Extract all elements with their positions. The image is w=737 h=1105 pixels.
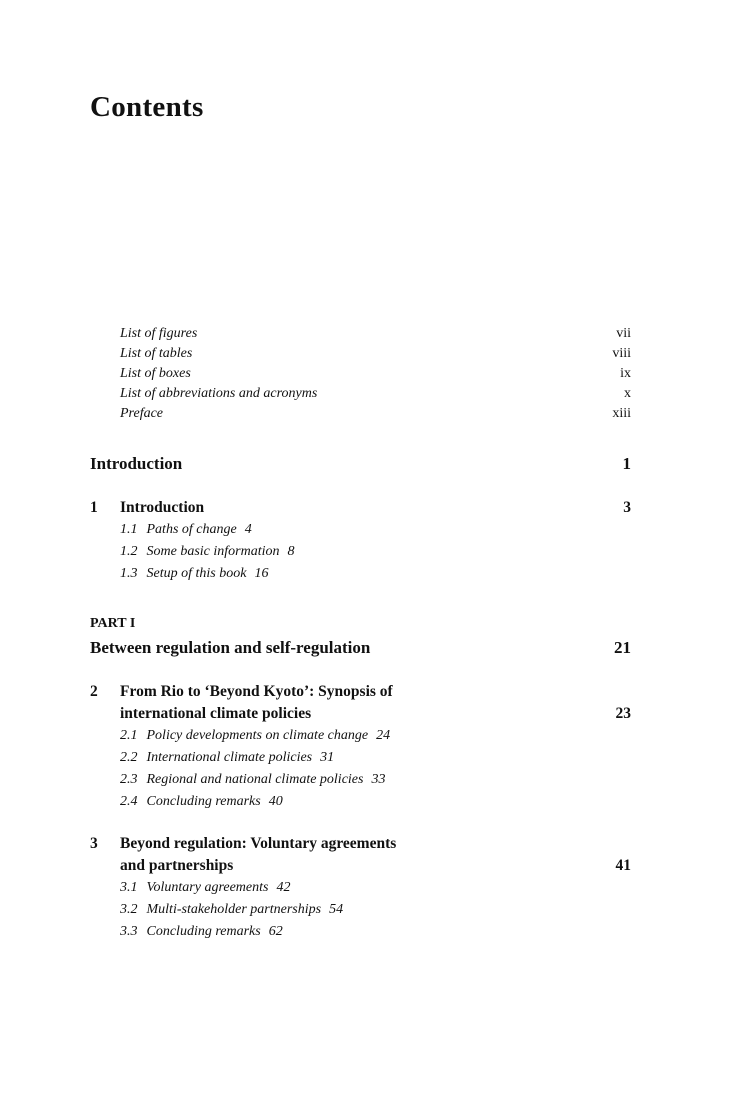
- toc-entry[interactable]: [120, 346, 631, 366]
- chapter-page: 3: [623, 499, 631, 516]
- toc-chapter-2: [90, 681, 631, 813]
- chapter-title-line-1: From Rio to ‘Beyond Kyoto’: Synopsis of: [120, 683, 393, 700]
- toc-entry-label: List of figures: [120, 326, 198, 341]
- toc-entry-page: viii: [612, 346, 631, 361]
- section-page: 31: [320, 750, 335, 765]
- front-matter-list: [120, 326, 631, 426]
- section-title: Concluding remarks: [146, 794, 261, 809]
- section-number: 3.3: [120, 924, 138, 939]
- part-title: Between regulation and self-regulation: [90, 638, 371, 657]
- introduction-label: Introduction: [90, 454, 183, 473]
- section-entry[interactable]: [120, 725, 631, 747]
- section-page: 16: [254, 566, 269, 581]
- toc-entry-label: List of tables: [120, 346, 193, 361]
- section-page: 8: [287, 544, 295, 559]
- toc-introduction[interactable]: [90, 454, 631, 474]
- section-number: 2.2: [120, 750, 138, 765]
- chapter-title-line-1: Beyond regulation: Voluntary agreements: [120, 835, 397, 852]
- chapter-number: 1: [90, 499, 98, 516]
- section-number: 1.1: [120, 522, 138, 537]
- section-page: 54: [329, 902, 344, 917]
- section-page: 40: [268, 794, 283, 809]
- toc-entry-page: x: [624, 386, 631, 401]
- section-page: 33: [371, 772, 386, 787]
- section-entry[interactable]: [120, 877, 631, 899]
- toc-entry-page: xiii: [612, 406, 631, 421]
- section-title: Some basic information: [146, 544, 280, 559]
- chapter-page: 23: [615, 705, 631, 722]
- chapter-heading[interactable]: [90, 497, 631, 519]
- chapter-number: 3: [90, 835, 98, 852]
- section-title: Concluding remarks: [146, 924, 261, 939]
- section-title: International climate policies: [146, 750, 313, 765]
- section-page: 62: [268, 924, 283, 939]
- toc-entry[interactable]: [120, 366, 631, 386]
- section-title: Setup of this book: [146, 566, 247, 581]
- section-title: Voluntary agreements: [146, 880, 269, 895]
- section-title: Regional and national climate policies: [146, 772, 364, 787]
- section-number: 3.1: [120, 880, 138, 895]
- chapter-heading-cont[interactable]: [90, 855, 631, 877]
- toc-entry-page: ix: [620, 366, 631, 381]
- chapter-number: 2: [90, 683, 98, 700]
- chapter-title: Introduction: [120, 499, 205, 516]
- chapter-heading[interactable]: [90, 833, 631, 855]
- toc-entry[interactable]: [120, 326, 631, 346]
- section-page: 4: [244, 522, 252, 537]
- toc-entry-label: List of boxes: [120, 366, 191, 381]
- chapter-title-line-2: international climate policies: [120, 705, 312, 722]
- chapter-heading[interactable]: [90, 681, 631, 703]
- chapter-heading-cont[interactable]: [90, 703, 631, 725]
- section-title: Paths of change: [146, 522, 237, 537]
- section-title: Policy developments on climate change: [146, 728, 369, 743]
- toc-part-1[interactable]: [90, 616, 631, 658]
- part-label: PART I: [90, 616, 136, 631]
- toc-chapter-3: [90, 833, 631, 943]
- page-title: Contents: [90, 91, 204, 123]
- section-entry[interactable]: [120, 519, 631, 541]
- chapter-title-line-2: and partnerships: [120, 857, 234, 874]
- section-number: 1.3: [120, 566, 138, 581]
- section-entry[interactable]: [120, 563, 631, 585]
- section-entry[interactable]: [120, 541, 631, 563]
- section-entry[interactable]: [120, 747, 631, 769]
- part-page: 21: [614, 638, 631, 657]
- section-number: 1.2: [120, 544, 138, 559]
- section-entry[interactable]: [120, 769, 631, 791]
- section-title: Multi-stakeholder partnerships: [146, 902, 322, 917]
- toc-entry[interactable]: [120, 386, 631, 406]
- section-entry[interactable]: [120, 921, 631, 943]
- section-page: 42: [276, 880, 291, 895]
- section-number: 3.2: [120, 902, 138, 917]
- toc-entry-page: vii: [616, 326, 631, 341]
- toc-entry-label: List of abbreviations and acronyms: [120, 386, 318, 401]
- section-number: 2.3: [120, 772, 138, 787]
- toc-entry[interactable]: [120, 406, 631, 426]
- section-number: 2.4: [120, 794, 138, 809]
- section-number: 2.1: [120, 728, 138, 743]
- section-entry[interactable]: [120, 899, 631, 921]
- chapter-page: 41: [615, 857, 631, 874]
- toc-chapter-1: [90, 497, 631, 585]
- section-entry[interactable]: [120, 791, 631, 813]
- introduction-page: 1: [622, 454, 631, 473]
- toc-entry-label: Preface: [120, 406, 164, 421]
- section-page: 24: [376, 728, 391, 743]
